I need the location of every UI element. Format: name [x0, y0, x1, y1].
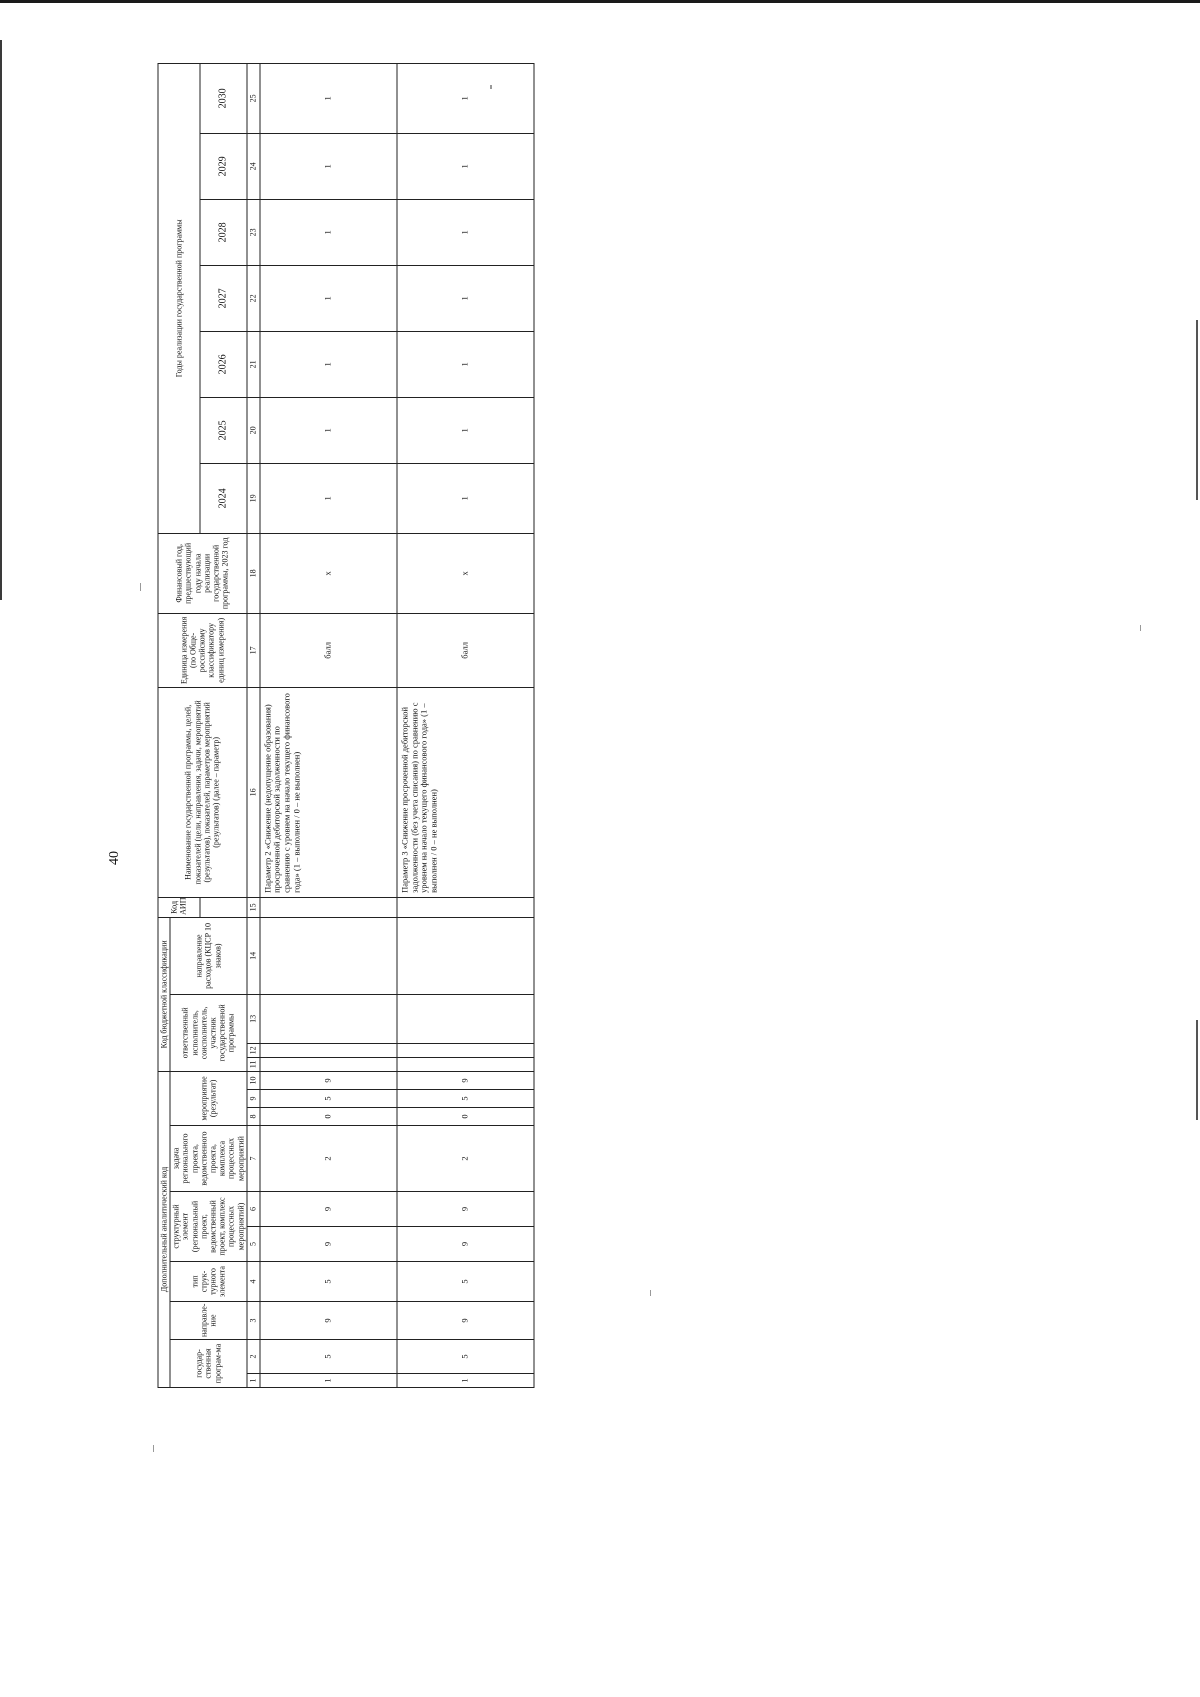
header-gos-program: государ-ственная програм-ма	[170, 1340, 247, 1388]
scan-edge-left	[0, 40, 2, 600]
column-number: 15	[247, 897, 260, 917]
scan-dust	[153, 1445, 154, 1452]
column-number: 16	[247, 687, 260, 897]
scan-dust	[1140, 625, 1141, 631]
cell-responsible-3	[260, 994, 397, 1043]
column-number: 5	[247, 1227, 260, 1262]
cell-responsible-2	[260, 1043, 397, 1057]
cell-year-2030: 1	[397, 63, 534, 133]
cell-event-1: 0	[397, 1108, 534, 1126]
cell-aip-code	[397, 897, 534, 917]
cell-event-2: 5	[397, 1090, 534, 1108]
column-number: 7	[247, 1126, 260, 1192]
header-unit: Единица измерения (по Обще-российскому классификатору единиц измерения)	[158, 613, 247, 687]
cell-parameter-name: Параметр 2 «Снижение (недопущение образования) просроченной дебиторской задолженности по сравнению с уровнем на начало текущего финансового года» (1 – выполнен / 0 – не выполнен)	[260, 687, 397, 897]
cell-direction: 9	[260, 1302, 397, 1340]
cell-gos-program-1: 1	[260, 1374, 397, 1388]
table-row	[397, 63, 534, 1387]
column-number: 8	[247, 1108, 260, 1126]
column-numbers-row	[247, 63, 260, 1387]
column-number: 18	[247, 533, 260, 613]
cell-parameter-name: Параметр 3 «Снижение просроченной дебиторской задолженности (без учета списания) по сравнению с уровнем на начало текущего финансового года» (1 – выполнен / 0 – не выполнен)	[397, 687, 534, 897]
cell-expense-direction	[260, 917, 397, 994]
column-number: 21	[247, 331, 260, 397]
cell-year-2028: 1	[260, 199, 397, 265]
header-year-2026: 2026	[200, 331, 247, 397]
column-number: 24	[247, 133, 260, 199]
cell-event-3: 9	[397, 1071, 534, 1089]
column-number: 6	[247, 1192, 260, 1227]
header-year-2029: 2029	[200, 133, 247, 199]
cell-struct-type: 5	[260, 1262, 397, 1302]
header-years-group: Годы реализации государственной программы	[158, 63, 200, 533]
cell-year-2027: 1	[397, 265, 534, 331]
cell-unit: балл	[397, 613, 534, 687]
cell-year-2025: 1	[260, 397, 397, 463]
scan-edge-right	[1196, 320, 1198, 500]
cell-task: 2	[260, 1126, 397, 1192]
cell-year-2030: 1	[260, 63, 397, 133]
header-budget-code: Код бюджетной классификации	[158, 917, 170, 1071]
cell-year-2028: 1	[397, 199, 534, 265]
column-number: 20	[247, 397, 260, 463]
column-number: 9	[247, 1090, 260, 1108]
column-number: 11	[247, 1057, 260, 1071]
program-parameters-table	[158, 63, 535, 1388]
header-additional-code: Дополнительный аналитический код	[158, 1071, 170, 1387]
cell-struct-type: 5	[397, 1262, 534, 1302]
page-number: 40	[107, 851, 122, 865]
column-number: 19	[247, 463, 260, 533]
header-year-2027: 2027	[200, 265, 247, 331]
cell-gos-program-2: 5	[260, 1340, 397, 1374]
column-number: 12	[247, 1043, 260, 1057]
cell-event-1: 0	[260, 1108, 397, 1126]
column-number: 14	[247, 917, 260, 994]
column-number: 4	[247, 1262, 260, 1302]
header-expense-direction: направление расходов (КЦСР 10 знаков)	[170, 917, 247, 994]
cell-year-2027: 1	[260, 265, 397, 331]
cell-event-3: 9	[260, 1071, 397, 1089]
cell-responsible-1	[397, 1057, 534, 1071]
column-number: 1	[247, 1374, 260, 1388]
rotated-table-container	[158, 88, 473, 1388]
cell-responsible-3	[397, 994, 534, 1043]
cell-struct-element-2: 9	[260, 1192, 397, 1227]
scan-dust	[650, 1290, 651, 1296]
cell-year-2029: 1	[260, 133, 397, 199]
header-year-2030: 2030	[200, 63, 247, 133]
column-number: 2	[247, 1340, 260, 1374]
cell-unit: балл	[260, 613, 397, 687]
header-responsible: ответственный исполнитель, соисполнитель, участник государственной программы	[170, 994, 247, 1071]
header-task: задача регионального проекта, ведомственного проекта, комплекса процессных мероприятий	[170, 1126, 247, 1192]
cell-aip-code	[260, 897, 397, 917]
cell-task: 2	[397, 1126, 534, 1192]
scan-dust	[140, 583, 141, 591]
cell-gos-program-1: 1	[397, 1374, 534, 1388]
cell-year-2026: 1	[260, 331, 397, 397]
column-number: 13	[247, 994, 260, 1043]
column-number: 23	[247, 199, 260, 265]
cell-year-2024: 1	[260, 463, 397, 533]
column-number: 22	[247, 265, 260, 331]
cell-gos-program-2: 5	[397, 1340, 534, 1374]
cell-struct-element-1: 9	[397, 1227, 534, 1262]
cell-expense-direction	[397, 917, 534, 994]
header-aip-code: Код АИП	[158, 897, 200, 917]
header-fin-year: Финансовый год, предшествующий году начала реализации государственной программы, 2023 год	[158, 533, 247, 613]
header-year-2025: 2025	[200, 397, 247, 463]
cell-year-2024: 1	[397, 463, 534, 533]
cell-responsible-2	[397, 1043, 534, 1057]
header-direction: направле-ние	[170, 1302, 247, 1340]
cell-struct-element-2: 9	[397, 1192, 534, 1227]
header-aip-code-blank	[200, 897, 247, 917]
header-struct-type: тип струк-турного элемента	[170, 1262, 247, 1302]
cell-year-2025: 1	[397, 397, 534, 463]
cell-struct-element-1: 9	[260, 1227, 397, 1262]
cell-direction: 9	[397, 1302, 534, 1340]
header-year-2028: 2028	[200, 199, 247, 265]
cell-base-year: x	[260, 533, 397, 613]
cell-base-year: x	[397, 533, 534, 613]
column-number: 25	[247, 63, 260, 133]
column-number: 10	[247, 1071, 260, 1089]
cell-event-2: 5	[260, 1090, 397, 1108]
cell-responsible-1	[260, 1057, 397, 1071]
column-number: 17	[247, 613, 260, 687]
header-struct-element: структурный элемент (региональный проект, ведомственный проект, комплекс процессных мероприятий)	[170, 1192, 247, 1262]
scan-edge-top	[0, 0, 1200, 3]
cell-year-2029: 1	[397, 133, 534, 199]
table-row	[260, 63, 397, 1387]
scan-edge-right-lower	[1196, 1020, 1198, 1120]
header-year-2024: 2024	[200, 463, 247, 533]
cell-year-2026: 1	[397, 331, 534, 397]
header-name: Наименование государственной программы, целей, показателей (цели, направления, задачи, мероприятий (результатов), показателей, параметров мероприятий (результатов) (далее – параметр)	[158, 687, 247, 897]
column-number: 3	[247, 1302, 260, 1340]
header-event: мероприятие (результат)	[170, 1071, 247, 1125]
